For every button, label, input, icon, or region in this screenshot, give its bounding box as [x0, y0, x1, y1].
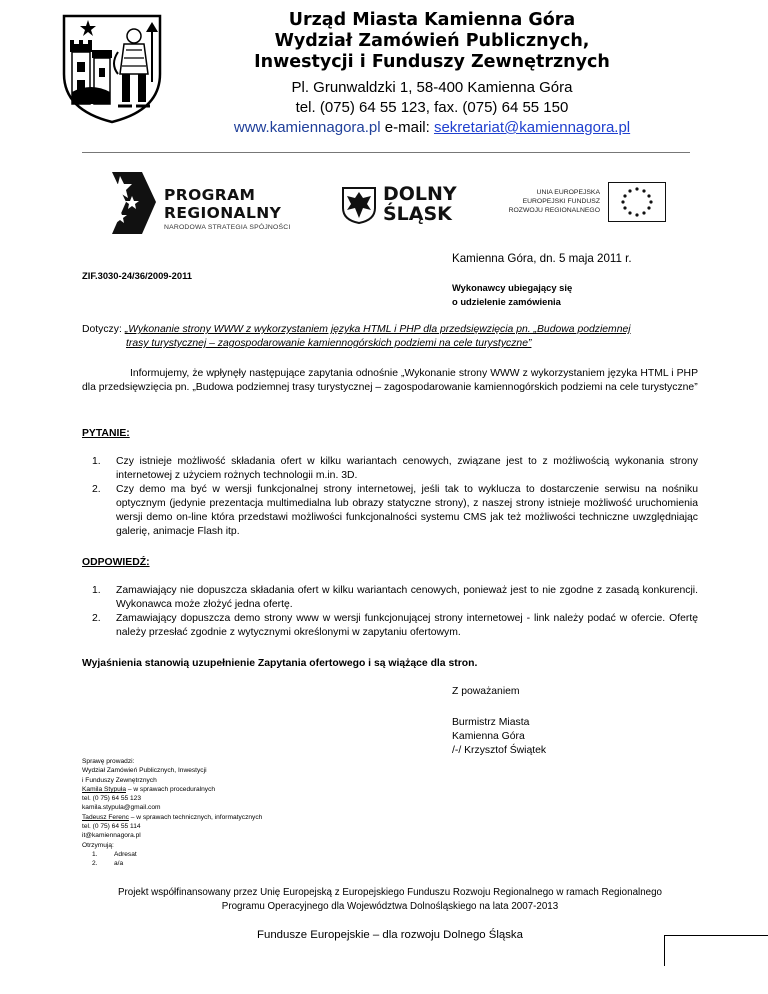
slask-label: ŚLĄSK	[383, 203, 452, 225]
subject-text-2: trasy turystycznej – zagospodarowanie kamiennogórskich podziemi na cele turystyczne”	[126, 338, 532, 349]
question-heading: PYTANIE:	[82, 428, 130, 439]
subject-label: Dotyczy:	[82, 324, 125, 335]
program-label-2: REGIONALNY	[164, 204, 282, 222]
answer-text: Zamawiający dopuszcza demo strony www w wersji funkcjonującej strony internetowej - link należy podać w ofercie. Ofertę należy przesłać zgodnie z wytycznymi określonymi w zapytaniu ofertowym.	[116, 613, 698, 638]
program-regionalny-logo	[112, 172, 302, 234]
question-list	[82, 455, 698, 539]
place-date: Kamienna Góra, dn. 5 maja 2011 r.	[452, 252, 632, 265]
subject-text-1: „Wykonanie strony WWW z wykorzystaniem języka HTML i PHP dla przedsięwzięcia pn. „Budowa podziemnej	[124, 324, 631, 335]
recipients-label: Otrzymują:	[82, 841, 114, 849]
list-item	[82, 850, 382, 859]
case-label: Sprawę prowadzi:	[82, 758, 135, 765]
contact-person-2	[82, 813, 382, 822]
office-phone: tel. (075) 64 55 123, fax. (075) 64 55 150	[295, 99, 569, 116]
signature-town: Kamienna Góra	[452, 731, 525, 742]
contact-person-1	[82, 785, 382, 794]
email-link[interactable]: sekretariat@kamiennagora.pl	[433, 119, 631, 136]
program-subtitle: NARODOWA STRATEGIA SPÓJNOŚCI	[164, 224, 291, 231]
website-link[interactable]: www.kamiennagora.pl	[233, 119, 381, 136]
recipient-number: 2.	[92, 860, 98, 868]
person-1-email: kamila.stypula@gmail.com	[82, 804, 161, 812]
person-2-name: Tadeusz Ferenc	[82, 813, 129, 821]
signature-title: Burmistrz Miasta	[452, 717, 530, 728]
eu-logo	[508, 178, 668, 224]
subject-line	[82, 323, 702, 337]
answer-heading: ODPOWIEDŹ:	[82, 557, 150, 568]
program-label-1: PROGRAM	[164, 186, 256, 204]
person-2-email: it@kamiennagora.pl	[82, 832, 141, 840]
intro-paragraph: Informujemy, że wpłynęły następujące zapytania odnośnie „Wykonanie strony WWW z wykorzystaniem języka HTML i PHP dla przedsięwzięcia pn. „Budowa podziemnej trasy turystycznej – zagospodarowanie kamiennogórskich podziemi na cele turystyczne”	[82, 368, 698, 393]
question-number: 1.	[92, 456, 101, 467]
answer-text: Zamawiający nie dopuszcza składania ofert w kilku wariantach cenowych, ponieważ jest to nie zgodne z zasadą konkurencji. Wykonawca może złożyć jedna ofertę.	[116, 585, 698, 610]
footer-slogan: Fundusze Europejskie – dla rozwoju Dolnego Śląska	[257, 929, 523, 941]
signature-name: /-/ Krzysztof Świątek	[452, 745, 547, 756]
recipient-text: a/a	[114, 860, 124, 868]
eagle-icon	[341, 186, 377, 224]
email-label: e-mail:	[384, 119, 430, 136]
contact-line	[0, 118, 768, 137]
answer-number: 2.	[92, 613, 101, 624]
person-2-role: – w sprawach technicznych, informatycznych	[128, 813, 263, 821]
funding-line-1: Projekt współfinansowany przez Unię Europejską z Europejskiego Funduszu Rozwoju Regionalnego w ramach Regionalnego	[117, 887, 663, 898]
question-text: Czy demo ma być w wersji funkcjonalnej strony internetowej, jeśli tak to wyklucza to dostarczenie serwisu na nośniku optycznym (jedynie prezentacja multimedialna lub obrazy statyczne strony), z naszej strony istnieje możliwość uruchomienia wersji demo on-line która przedstawi możliwości funkcjonalności systemu CMS jak też możliwości techniczne uwzględniając galerię, animacje Flash itp.	[116, 484, 698, 537]
eu-label-3: ROZWOJU REGIONALNEGO	[508, 207, 600, 214]
closing-note: Wyjaśnienia stanowią uzupełnienie Zapytania ofertowego i są wiążące dla stron.	[82, 658, 478, 669]
case-info	[82, 757, 382, 869]
office-address: Pl. Grunwaldzki 1, 58-400 Kamienna Góra	[291, 79, 573, 96]
funding-line-2: Programu Operacyjnego dla Województwa Dolnośląskiego na lata 2007-2013	[221, 901, 559, 912]
department-name: Wydział Zamówień Publicznych,	[274, 31, 590, 51]
case-dept-cont: i Funduszy Zewnętrznych	[82, 776, 157, 784]
list-item	[82, 612, 698, 640]
answer-list	[82, 584, 698, 640]
person-1-role: – w sprawach proceduralnych	[125, 785, 216, 793]
dolny-slask-logo	[341, 180, 466, 228]
recipient-number: 1.	[92, 850, 98, 858]
list-item	[82, 455, 698, 483]
eu-label-2: EUROPEJSKI FUNDUSZ	[522, 198, 600, 205]
reference-number: ZIF.3030-24/36/2009-2011	[82, 270, 192, 281]
list-item	[82, 859, 382, 868]
regards: Z poważaniem	[452, 686, 520, 697]
question-number: 2.	[92, 484, 101, 495]
recipient-line-1: Wykonawcy ubiegający się	[452, 282, 573, 293]
office-name: Urząd Miasta Kamienna Góra	[288, 10, 576, 30]
person-1-phone: tel. (0 75) 64 55 123	[82, 795, 142, 803]
question-text: Czy istnieje możliwość składania ofert w kilku wariantach cenowych, związane jest to z możliwością wykonania strony internetowej z użyciem rożnych technologii m.in. 3D.	[116, 456, 698, 481]
header-divider	[82, 152, 690, 153]
program-star-icon	[112, 172, 160, 234]
list-item	[82, 584, 698, 612]
recipient-text: Adresat	[114, 850, 137, 858]
answer-number: 1.	[92, 585, 101, 596]
eu-flag-icon	[608, 182, 666, 222]
recipient-line-2: o udzielenie zamówienia	[452, 296, 561, 307]
person-1-name: Kamila Stypuła	[82, 785, 126, 793]
page-corner-box	[664, 935, 768, 966]
department-name-cont: Inwestycji i Funduszy Zewnętrznych	[254, 52, 610, 72]
case-dept: Wydział Zamówień Publicznych, Inwestycji	[82, 767, 207, 775]
funding-note	[82, 886, 698, 914]
person-2-phone: tel. (0 75) 64 55 114	[82, 823, 141, 831]
eu-label-1: UNIA EUROPEJSKA	[536, 189, 600, 196]
list-item	[82, 483, 698, 539]
dolny-label: DOLNY	[383, 183, 457, 205]
